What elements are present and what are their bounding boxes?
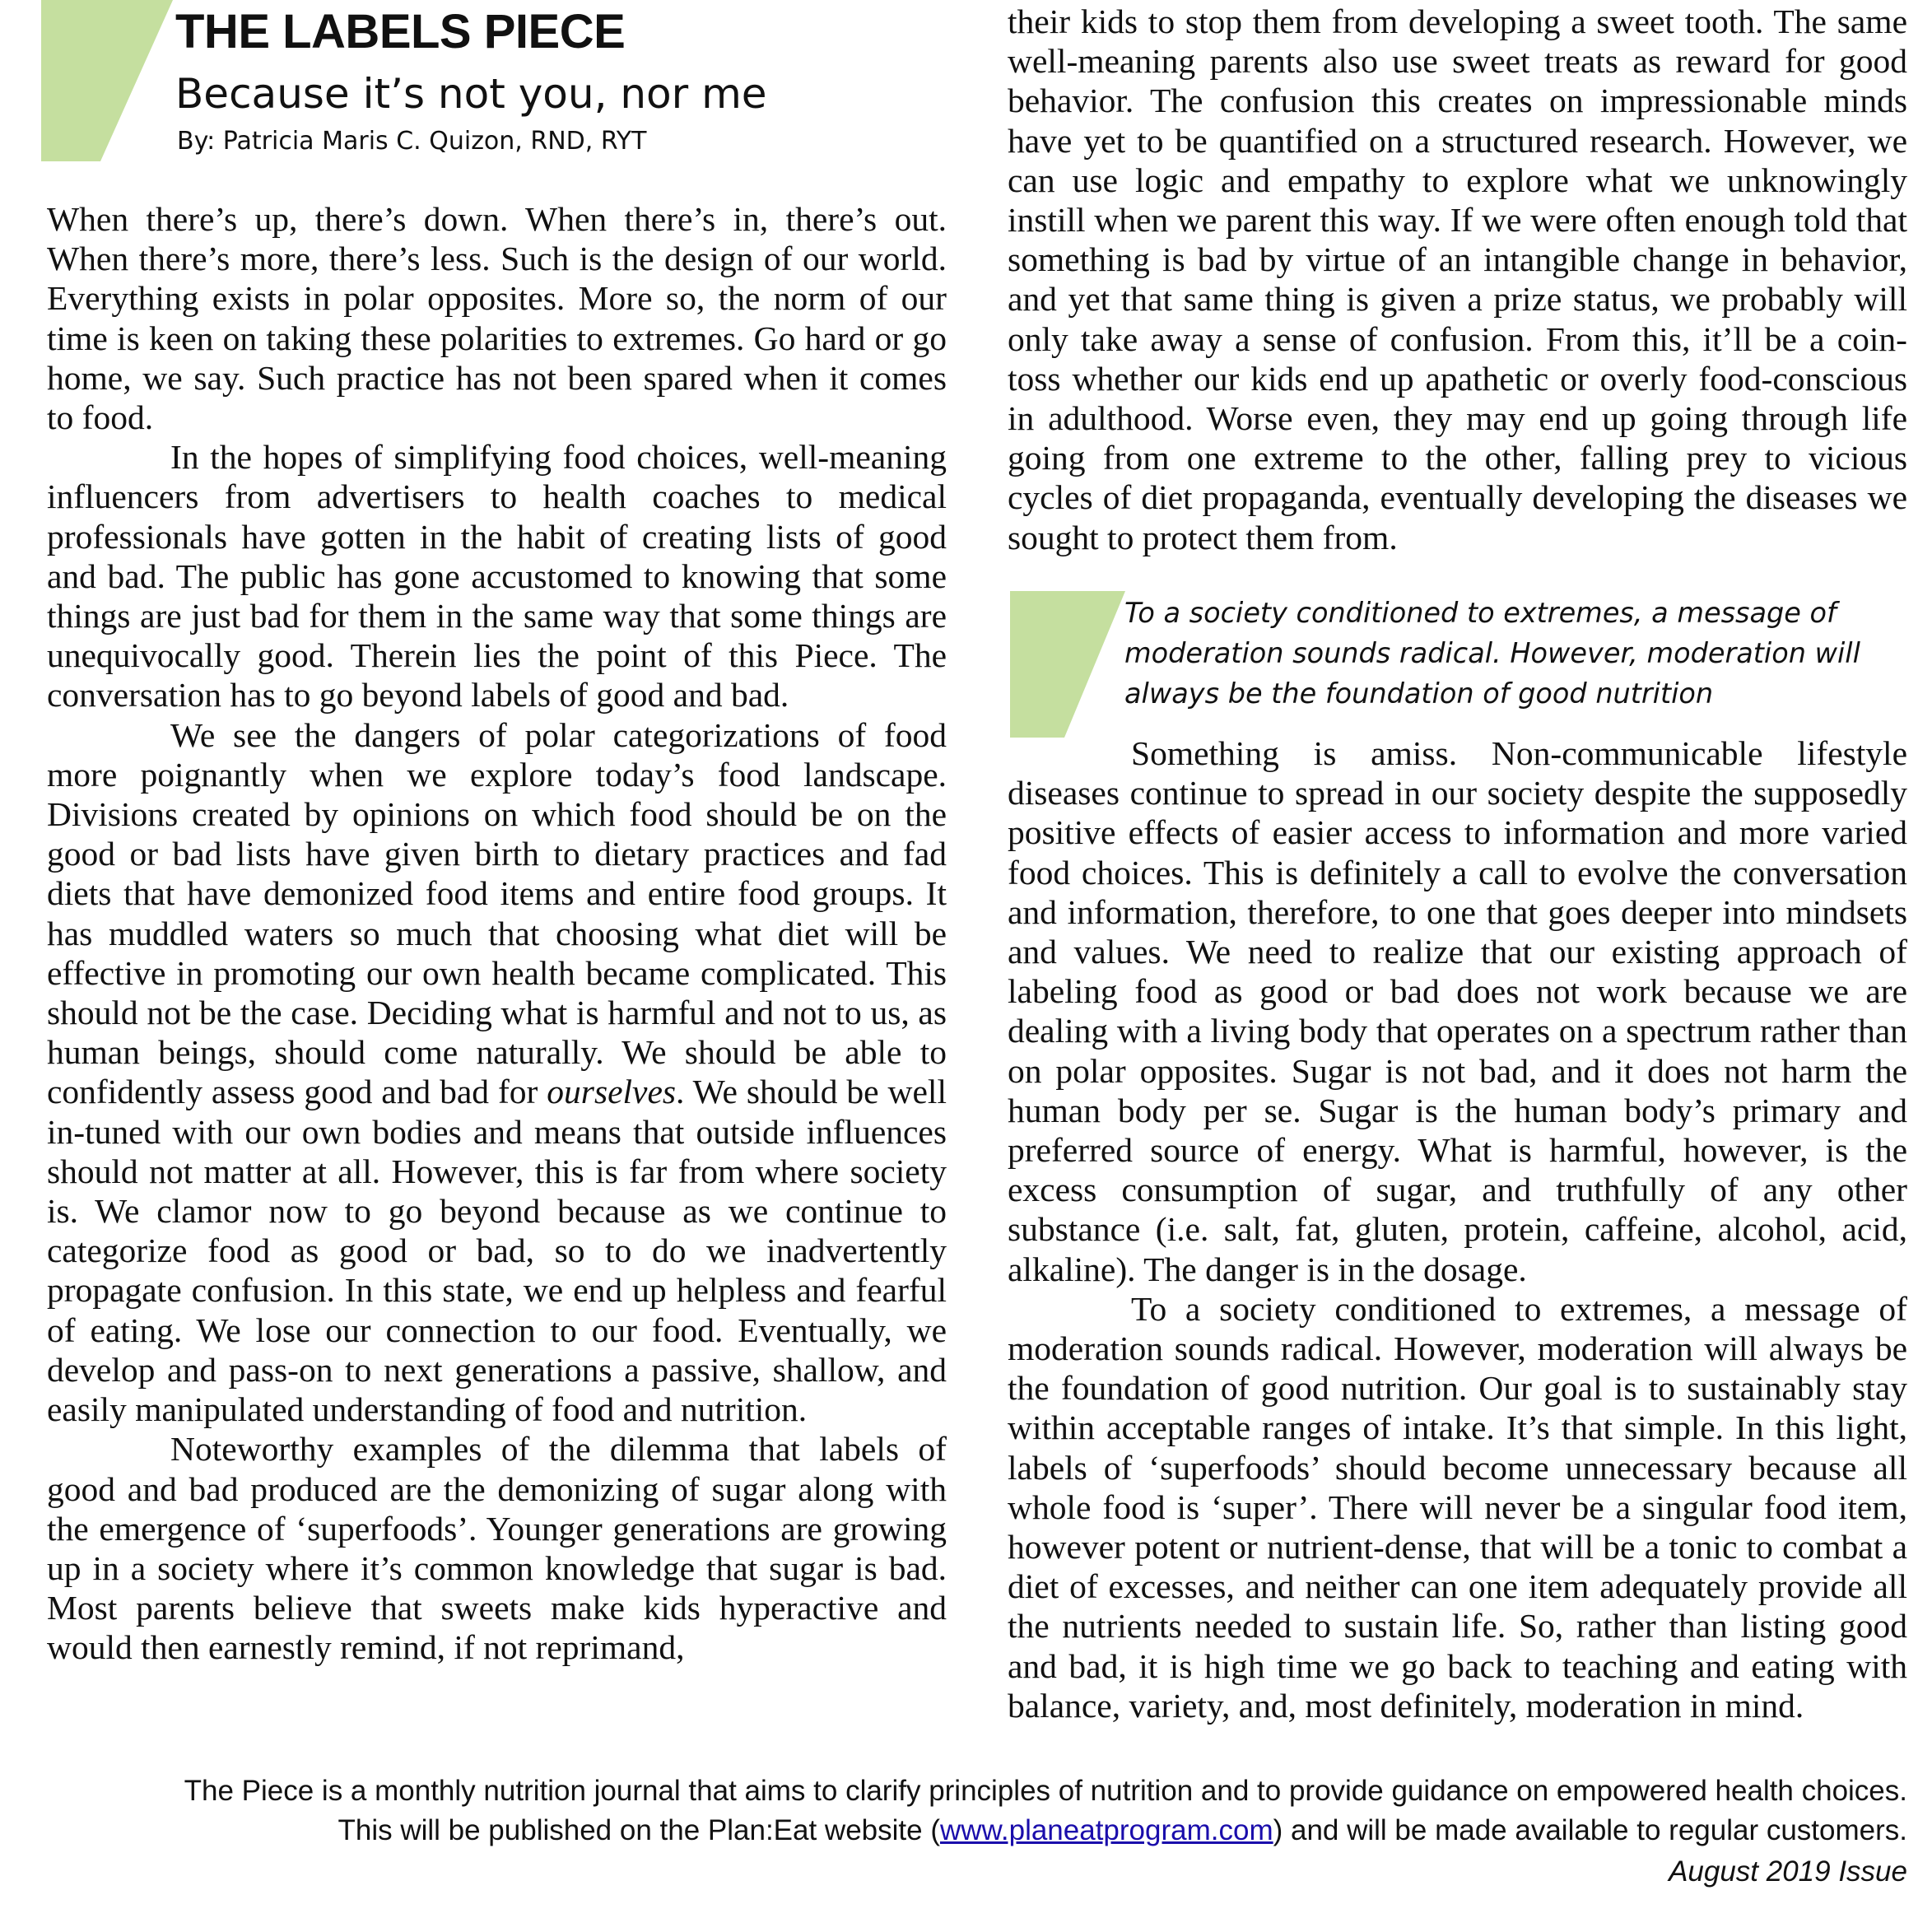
paragraph-continued: their kids to stop them from developing a sweet tooth. The same well-meaning parents also use sweet treats as reward for good behavior. The confusion this creates on impressionable minds have yet to be quantified on a structured research. However, we can use logic and empathy to explore what we unknowingly instill when we parent this way. If we were often enough told that something is bad by virtue of an intangible change in behavior, and yet that same thing is given a prize status, we probably will only take away a sense of confusion. From this, it’ll be a coin-toss whether our kids end up apathetic or overly food-conscious in adulthood. Worse even, they may end up going through life going from one extreme to the other, falling prey to vicious cycles of diet propaganda, eventually developing the diseases we sought to protect them from. (1008, 2, 1907, 556)
emphasis-ourselves: ourselves (547, 1073, 677, 1111)
footer-publication-text-a: This will be published on the Plan:Eat website ( (338, 1814, 940, 1846)
left-column (47, 199, 947, 1668)
paragraph-amiss: Something is amiss. Non-communicable lifestyle diseases continue to spread in our society despite the supposedly positive effects of easier access to information and more varied food choices. This is definitely a call to evolve the conversation and information, therefore, to one that goes deeper into mindsets and values. We need to realize that our existing approach of labeling food as good or bad does not work because we are dealing with a living body that operates on a spectrum rather than on polar opposites. Sugar is not bad, and it does not harm the human body per se. Sugar is the human body’s primary and preferred source of energy. What is harmful, however, is the excess consumption of sugar, and truthfully of any other substance (i.e. salt, fat, gluten, protein, caffeine, alcohol, acid, alkaline). The danger is in the dosage. (1008, 734, 1907, 1288)
right-column-bottom (1008, 733, 1907, 1725)
paragraph-simplifying: In the hopes of simplifying food choices, well-meaning influencers from advertisers to health coaches to medical professionals have gotten in the habit of creating lists of good and bad. The public has gone accustomed to knowing that some things are just bad for them in the same way that some things are unequivocally good. Therein lies the point of this Piece. The conversation has to go beyond labels of good and bad. (47, 438, 947, 715)
paragraph-dangers-text-b: . We should be well in-tuned with our own bodies and means that outside influences should not matter at all. However, this is far from where society is. We clamor now to go beyond because as we continue to categorize food as good or bad, so to do we inadvertently propagate confusion. In this state, we end up helpless and fearful of eating. We lose our connection to our food. Eventually, we develop and pass-on to next generations a passive, shallow, and easily manipulated understanding of food and nutrition. (47, 1073, 947, 1429)
pull-quote: To a society conditioned to extremes, a message of moderation sounds radical. However, moderation will always be the foundation of good nutrition (1124, 597, 1860, 710)
footer-description: The Piece is a monthly nutrition journal that aims to clarify principles of nutrition and to provide guidance on empowered health choices. (184, 1775, 1907, 1807)
paragraph-moderation: To a society conditioned to extremes, a message of moderation sounds radical. However, moderation will always be the foundation of good nutrition. Our goal is to sustainably stay within acceptable ranges of intake. It’s that simple. In this light, labels of ‘superfoods’ should become unnecessary because all whole food is ‘super’. There will never be a singular food item, however potent or nutrient-dense, that will be a tonic to combat a diet of excesses, and neither can one item adequately provide all the nutrients needed to sustain life. So, rather than listing good and bad, it is high time we go back to teaching and eating with balance, variety, and, most definitely, moderation in mind. (1008, 1289, 1907, 1725)
issue-date: August 2019 Issue (1669, 1855, 1907, 1888)
header-accent-shape (41, 0, 173, 161)
paragraph-dangers (47, 715, 947, 1430)
pullquote-accent-shape (1010, 591, 1125, 738)
footer-publication (14, 1811, 1907, 1850)
paragraph-dangers-text-a: We see the dangers of polar categorizations of food more poignantly when we explore today’s food landscape. Divisions created by opinions on which food should be on the good or bad lists have given birth to dietary practices and fad diets that have demonized food items and entire food groups. It has muddled waters so much that choosing what diet will be effective in promoting our own health became complicated. This should not be the case. Deciding what is harmful and not to us, as human beings, should come naturally. We should be able to confidently assess good and bad for (47, 715, 947, 1111)
article-byline: By: Patricia Maris C. Quizon, RND, RYT (177, 127, 647, 156)
right-column-top (1008, 2, 1907, 557)
paragraph-examples: Noteworthy examples of the dilemma that labels of good and bad produced are the demonizing of sugar along with the emergence of ‘superfoods’. Younger generations are growing up in a society where it’s common knowledge that sugar is bad. Most parents believe that sweets make kids hyperactive and would then earnestly remind, if not reprimand, (47, 1430, 947, 1667)
paragraph-intro: When there’s up, there’s down. When there’s in, there’s out. When there’s more, there’s less. Such is the design of our world. Everything exists in polar opposites. More so, the norm of our time is keen on taking these polarities to extremes. Go hard or go home, we say. Such practice has not been spared when it comes to food. (47, 200, 947, 437)
article-subtitle: Because it’s not you, nor me (175, 70, 767, 118)
footer-publication-text-b: ) and will be made available to regular customers. (1273, 1814, 1907, 1846)
article-title: THE LABELS PIECE (175, 5, 626, 58)
website-link[interactable]: www.planeatprogram.com (939, 1814, 1273, 1846)
